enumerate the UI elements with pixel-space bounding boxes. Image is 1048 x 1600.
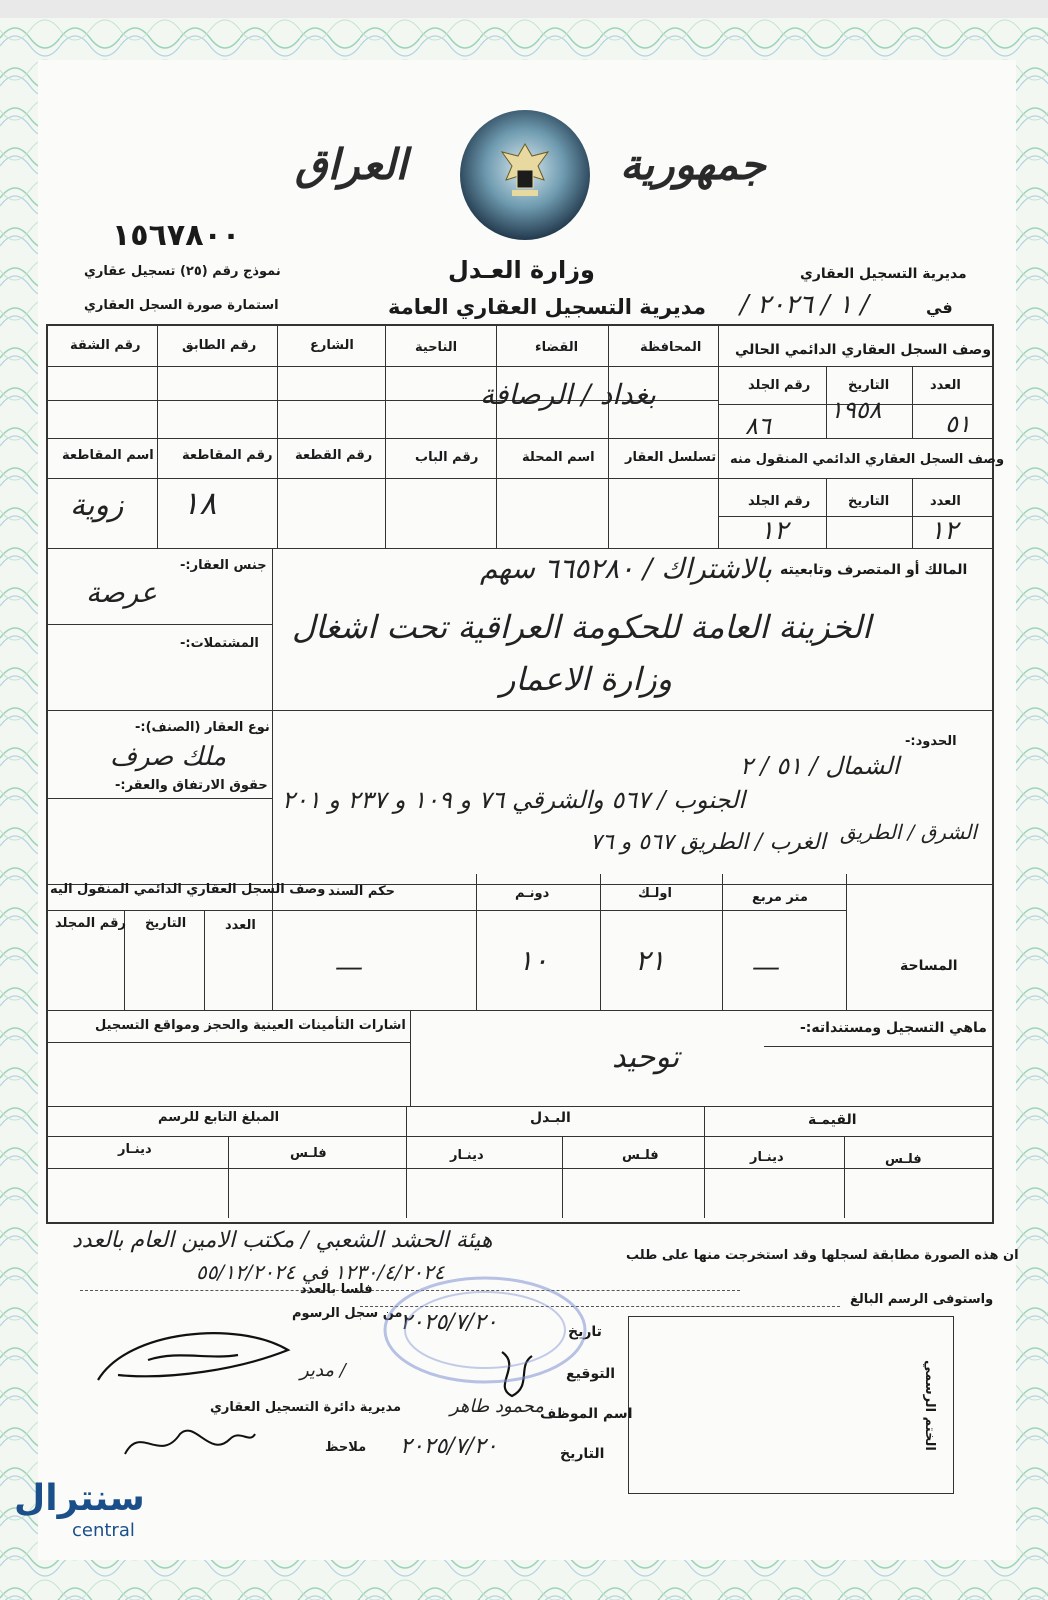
rights-label: حقوق الارتفاق والعقر:-: [115, 778, 268, 793]
donum-label: دونـم: [515, 886, 550, 901]
ministry-name: وزارة العـدل: [448, 256, 595, 284]
signature-label: التوقيع: [566, 1366, 615, 1382]
exchange-label: البـدل: [530, 1110, 571, 1126]
property-type-label: جنس العقار:-: [180, 558, 267, 573]
col-district: القضاء: [535, 340, 579, 355]
current-number: ٥١: [945, 410, 971, 438]
handwritten-signature-3: [120, 1414, 260, 1474]
sub2-col-date: التاريخ: [848, 494, 890, 509]
employee-name: محمود طاهر: [450, 1396, 544, 1417]
eagle-emblem-icon: [498, 140, 552, 200]
value-label: القيمـة: [808, 1112, 857, 1128]
col-quarter-name: اسم المحلة: [522, 450, 595, 465]
value-fils-2: فلـس: [885, 1152, 922, 1167]
donum-value: ١٠: [518, 944, 549, 977]
boundary-north: الشمال / ٥١ / ٢: [740, 752, 900, 780]
district-name-value: زوية: [70, 488, 124, 523]
logo-arabic: سنترال: [14, 1478, 145, 1519]
value-dinar: دينـار: [750, 1150, 784, 1165]
transferred-from-label: وصف السجل العقاري الدائمي المنقول منه: [730, 452, 1005, 467]
boundary-east: الشرق / الطريق: [840, 820, 977, 844]
col-property-seq: تسلسل العقار: [625, 450, 717, 465]
col-floor-no: رقم الطابق: [182, 338, 257, 353]
col-governorate: المحافظة: [640, 340, 702, 355]
date2-value: ٢٠٢٥/٧/٢٠: [400, 1434, 498, 1459]
category-label: نوع العقار (الصنف):-: [135, 720, 270, 735]
area-label: المساحة: [900, 958, 958, 974]
district-no-value: ١٨: [182, 484, 217, 522]
sub2-col-number: العدد: [930, 494, 961, 509]
sub2-col-volume: رقم الجلد: [748, 494, 811, 509]
from-number: ١٢: [930, 516, 958, 546]
republic-title: جمهورية: [620, 140, 766, 189]
blue-stamp-mark: [380, 1270, 590, 1390]
directorate-signature: مديرية دائرة التسجيل العقاري: [210, 1400, 402, 1415]
deed-value: —: [335, 950, 363, 983]
owner-share-value: بالاشتراك / ٦٦٥٢٨٠ سهم: [480, 552, 772, 585]
sub4-col-number: العدد: [225, 918, 256, 933]
owner-name-value-2: وزارة الاعمار: [500, 660, 673, 698]
general-directorate: مديرية التسجيل العقاري العامة: [388, 295, 706, 319]
in-date-value: / ١ / ٢٠٢٦ /: [740, 290, 870, 320]
in-label: في: [926, 298, 953, 317]
property-type-value: عرصة: [86, 576, 157, 609]
owner-label: المالك أو المتصرف وتابعيته: [780, 562, 968, 578]
col-plot-no: رقم القطعة: [295, 448, 373, 463]
sub-col-date: التاريخ: [848, 378, 890, 393]
mortgage-label: اشارات التأمينات العينية والحجز ومواقع التسجيل: [95, 1018, 406, 1033]
date2-label: التاريخ: [560, 1446, 605, 1462]
handwritten-signature-1: [88, 1320, 298, 1400]
boundaries-label: الحدود:-: [905, 734, 957, 749]
date-label: تاريخ: [568, 1324, 602, 1340]
iraq-emblem: [460, 110, 590, 240]
contents-label: المشتملات:-: [180, 636, 259, 651]
boundary-west: الغرب / الطريق ٥٦٧ و ٧٦: [590, 830, 826, 855]
registration-value: توحيد: [612, 1040, 680, 1075]
registration-label: ماهي التسجيل ومستنداته:-: [800, 1020, 987, 1036]
fee-register-label: من سجل الرسوم: [292, 1306, 403, 1321]
certify-requester: هيئة الحشد الشعبي / مكتب الامين العام بالعدد: [72, 1228, 493, 1253]
current-record-label: وصف السجل العقاري الدائمي الحالي: [735, 342, 992, 358]
current-date: ١٩٥٨: [830, 396, 882, 424]
employee-label: اسم الموظف: [540, 1406, 633, 1422]
fee-dinar: دينـار: [118, 1142, 152, 1157]
olk-label: اولـك: [638, 886, 672, 901]
sub-col-number: العدد: [930, 378, 961, 393]
category-value: ملك صرف: [110, 742, 227, 772]
sqm-value: —: [752, 950, 780, 983]
note-label: ملاحظ: [325, 1440, 367, 1455]
boundary-south: الجنوب / ٥٦٧ والشرقي ٧٦ و ١٠٩ و ٢٣٧ و ٢٠١: [282, 786, 746, 814]
iraq-title: العراق: [295, 140, 408, 189]
sqm-label: متر مربع: [752, 890, 808, 905]
col-street: الشارع: [310, 338, 354, 353]
exchange-dinar: دينـار: [450, 1148, 484, 1163]
col-district-name: اسم المقاطعة: [62, 448, 154, 463]
col-door-no: رقم الباب: [415, 450, 479, 465]
form-number: نموذج رقم (٢٥) تسجيل عقاري: [84, 264, 281, 279]
exchange-fils: فلـس: [290, 1146, 327, 1161]
sub4-col-volume: رقم المجلد: [55, 916, 126, 931]
certify-label: ان هذه الصورة مطابقة لسجلها وقد استخرجت منها على طلب: [626, 1248, 1019, 1263]
fils-in-number-label: فلسا بالعدد: [300, 1282, 373, 1297]
value-fils: فلـس: [622, 1148, 659, 1163]
owner-name-value: الخزينة العامة للحكومة العراقية تحت اشغال: [292, 608, 872, 646]
certify-reference: ١٢٣٠/٤/٢٠٢٤ في ٥٥/١٢/٢٠٢٤: [196, 1260, 445, 1284]
central-watermark-logo: [14, 1478, 174, 1548]
col-district-no: رقم المقاطعة: [182, 448, 273, 463]
col-flat-no: رقم الشقة: [70, 338, 141, 353]
sub4-col-date: التاريخ: [145, 916, 187, 931]
directorate-name: مديرية التسجيل العقاري: [800, 266, 967, 282]
form-title: استمارة صورة السجل العقاري: [84, 298, 279, 313]
transferred-to-label: وصف السجل العقاري الدائمي المنقول اليه: [50, 882, 326, 897]
fee-collected-label: واستوفى الرسم البالغ: [850, 1292, 994, 1307]
date-value: ٢٠٢٥/٧/٢٠: [400, 1310, 498, 1335]
serial-number: ١٥٦٧٨٠٠: [112, 218, 241, 253]
director-label: / مدير: [300, 1360, 346, 1381]
col-subdistrict: الناحية: [415, 340, 458, 355]
current-volume: ٨٦: [745, 412, 771, 440]
location-value: بغداد / الرصافة: [480, 378, 656, 411]
fee-label: المبلغ التابع للرسم: [158, 1110, 280, 1125]
olk-value: ٢١: [635, 944, 666, 977]
seal-label: الختم الرسمي: [922, 1360, 937, 1451]
sub-col-volume: رقم الجلد: [748, 378, 811, 393]
from-volume: ١٢: [760, 516, 788, 546]
logo-english: central: [72, 1520, 135, 1541]
official-seal-box: [628, 1316, 954, 1494]
deed-label: حكم السند: [328, 884, 396, 899]
